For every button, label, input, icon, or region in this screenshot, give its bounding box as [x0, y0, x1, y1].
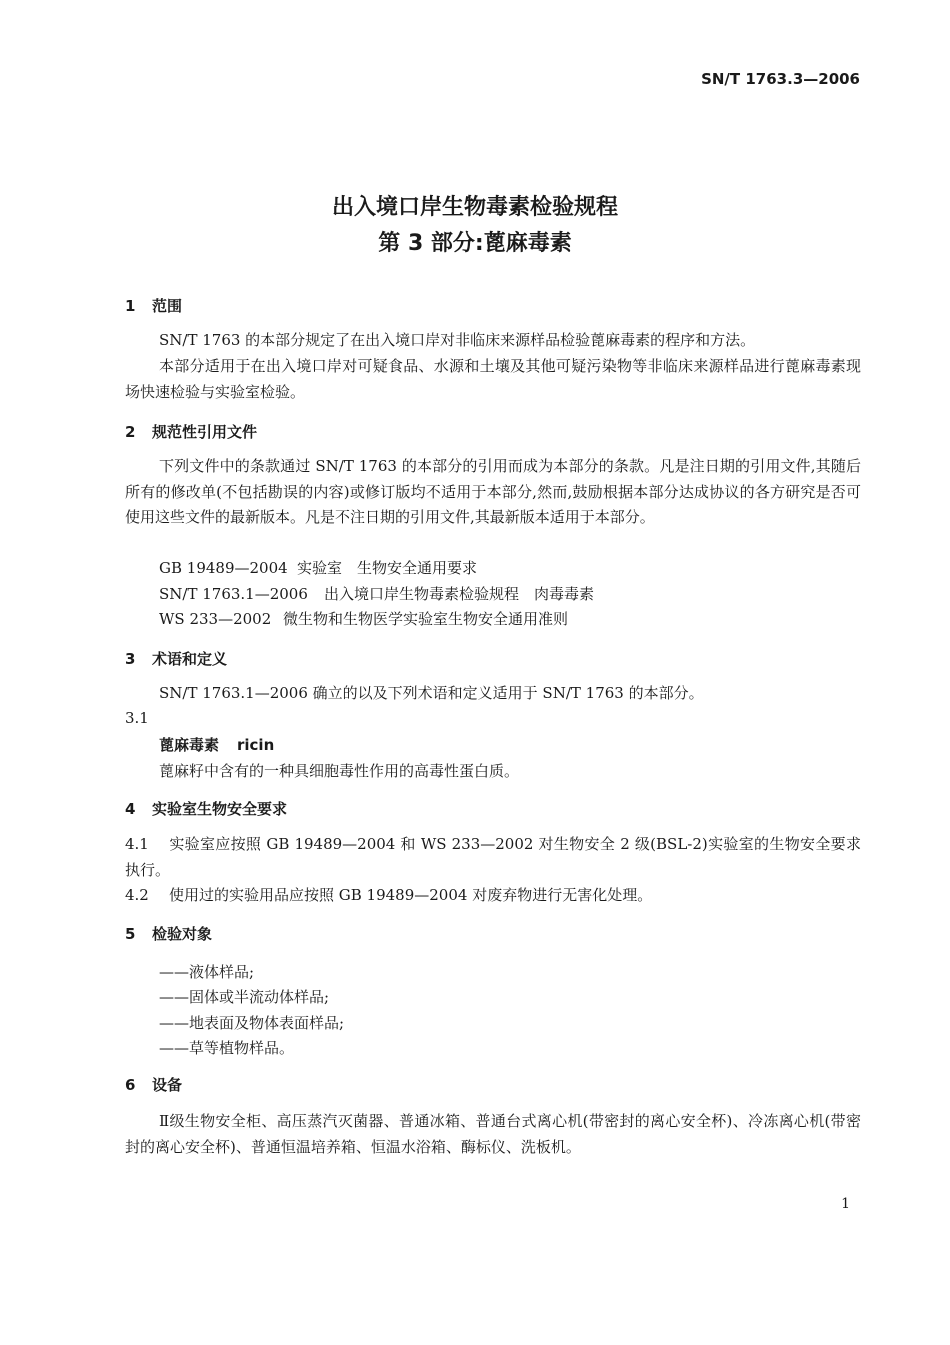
reference-title: 实验室 生物安全通用要求: [297, 559, 478, 577]
subsection-number: 3.1: [125, 709, 149, 727]
term-definition: 蓖麻籽中含有的一种具细胞毒性作用的高毒性蛋白质。: [159, 762, 520, 780]
clause-text: 使用过的实验用品应按照 GB 19489—2004 对废弃物进行无害化处理。: [169, 886, 653, 904]
section-2-paragraph-1: 下列文件中的条款通过 SN/T 1763 的本部分的引用而成为本部分的条款。凡是注日期的引用文件,其随后所有的修改单(不包括勘误的内容)或修订版均不适用于本部分,然而,鼓励根据本部分达成协议的各方研究是否可使用这些文件的最新版本。凡是不注日期的引用文件,其最新版本适用于本部分。: [125, 457, 861, 526]
clause-number: 4.2: [125, 886, 149, 904]
section-1-heading: [125, 295, 182, 316]
term-entry: [159, 734, 274, 755]
section-3-heading: [125, 648, 227, 669]
list-item: ——固体或半流动体样品;: [159, 988, 330, 1006]
section-title: 规范性引用文件: [152, 423, 258, 441]
reference-code: WS 233—2002: [159, 610, 272, 628]
term-english: ricin: [237, 736, 275, 754]
section-6-heading: [125, 1074, 182, 1095]
section-title: 设备: [152, 1076, 183, 1094]
reference-title: 微生物和生物医学实验室生物安全通用准则: [283, 610, 569, 628]
section-6-paragraph-1: Ⅱ级生物安全柜、高压蒸汽灭菌器、普通冰箱、普通台式离心机(带密封的离心安全杯)、冷冻离心机(带密封的离心安全杯)、普通恒温培养箱、恒温水浴箱、酶标仪、洗板机。: [125, 1112, 861, 1156]
reference-code: SN/T 1763.1—2006: [159, 585, 308, 603]
section-1-paragraph-2: 本部分适用于在出入境口岸对可疑食品、水源和土壤及其他可疑污染物等非临床来源样品进行蓖麻毒素现场快速检验与实验室检验。: [125, 357, 861, 401]
section-title: 实验室生物安全要求: [152, 800, 288, 818]
section-number: 3: [125, 650, 136, 668]
clause-number: 4.1: [125, 835, 149, 853]
standard-number: SN/T 1763.3—2006: [701, 70, 860, 88]
clause-text: 实验室应按照 GB 19489—2004 和 WS 233—2002 对生物安全 2 级(BSL-2)实验室的生物安全要求执行。: [125, 835, 861, 879]
section-number: 2: [125, 423, 136, 441]
section-1-paragraph-1: SN/T 1763 的本部分规定了在出入境口岸对非临床来源样品检验蓖麻毒素的程序和方法。: [159, 331, 756, 349]
page-number: 1: [841, 1196, 850, 1212]
section-title: 检验对象: [152, 925, 213, 943]
list-item: ——草等植物样品。: [159, 1039, 295, 1057]
reference-item: [159, 557, 477, 578]
section-title: 范围: [152, 297, 183, 315]
clause-4-2: [125, 883, 861, 909]
section-number: 6: [125, 1076, 136, 1094]
term-chinese: 蓖麻毒素: [159, 736, 220, 754]
section-number: 5: [125, 925, 136, 943]
section-number: 1: [125, 297, 136, 315]
list-item: ——液体样品;: [159, 963, 255, 981]
reference-item: [159, 583, 594, 604]
section-number: 4: [125, 800, 136, 818]
document-subtitle: 第 3 部分:蓖麻毒素: [378, 231, 572, 256]
section-title: 术语和定义: [152, 650, 228, 668]
section-4-heading: [125, 798, 287, 819]
reference-code: GB 19489—2004: [159, 559, 288, 577]
reference-title: 出入境口岸生物毒素检验规程 肉毒毒素: [324, 585, 595, 603]
section-3-paragraph-1: SN/T 1763.1—2006 确立的以及下列术语和定义适用于 SN/T 1763 的本部分。: [159, 684, 704, 702]
reference-item: [159, 608, 568, 629]
document-title: 出入境口岸生物毒素检验规程: [331, 195, 618, 220]
section-2-heading: [125, 421, 257, 442]
section-5-heading: [125, 923, 212, 944]
list-item: ——地表面及物体表面样品;: [159, 1014, 345, 1032]
clause-4-1: [125, 832, 861, 883]
